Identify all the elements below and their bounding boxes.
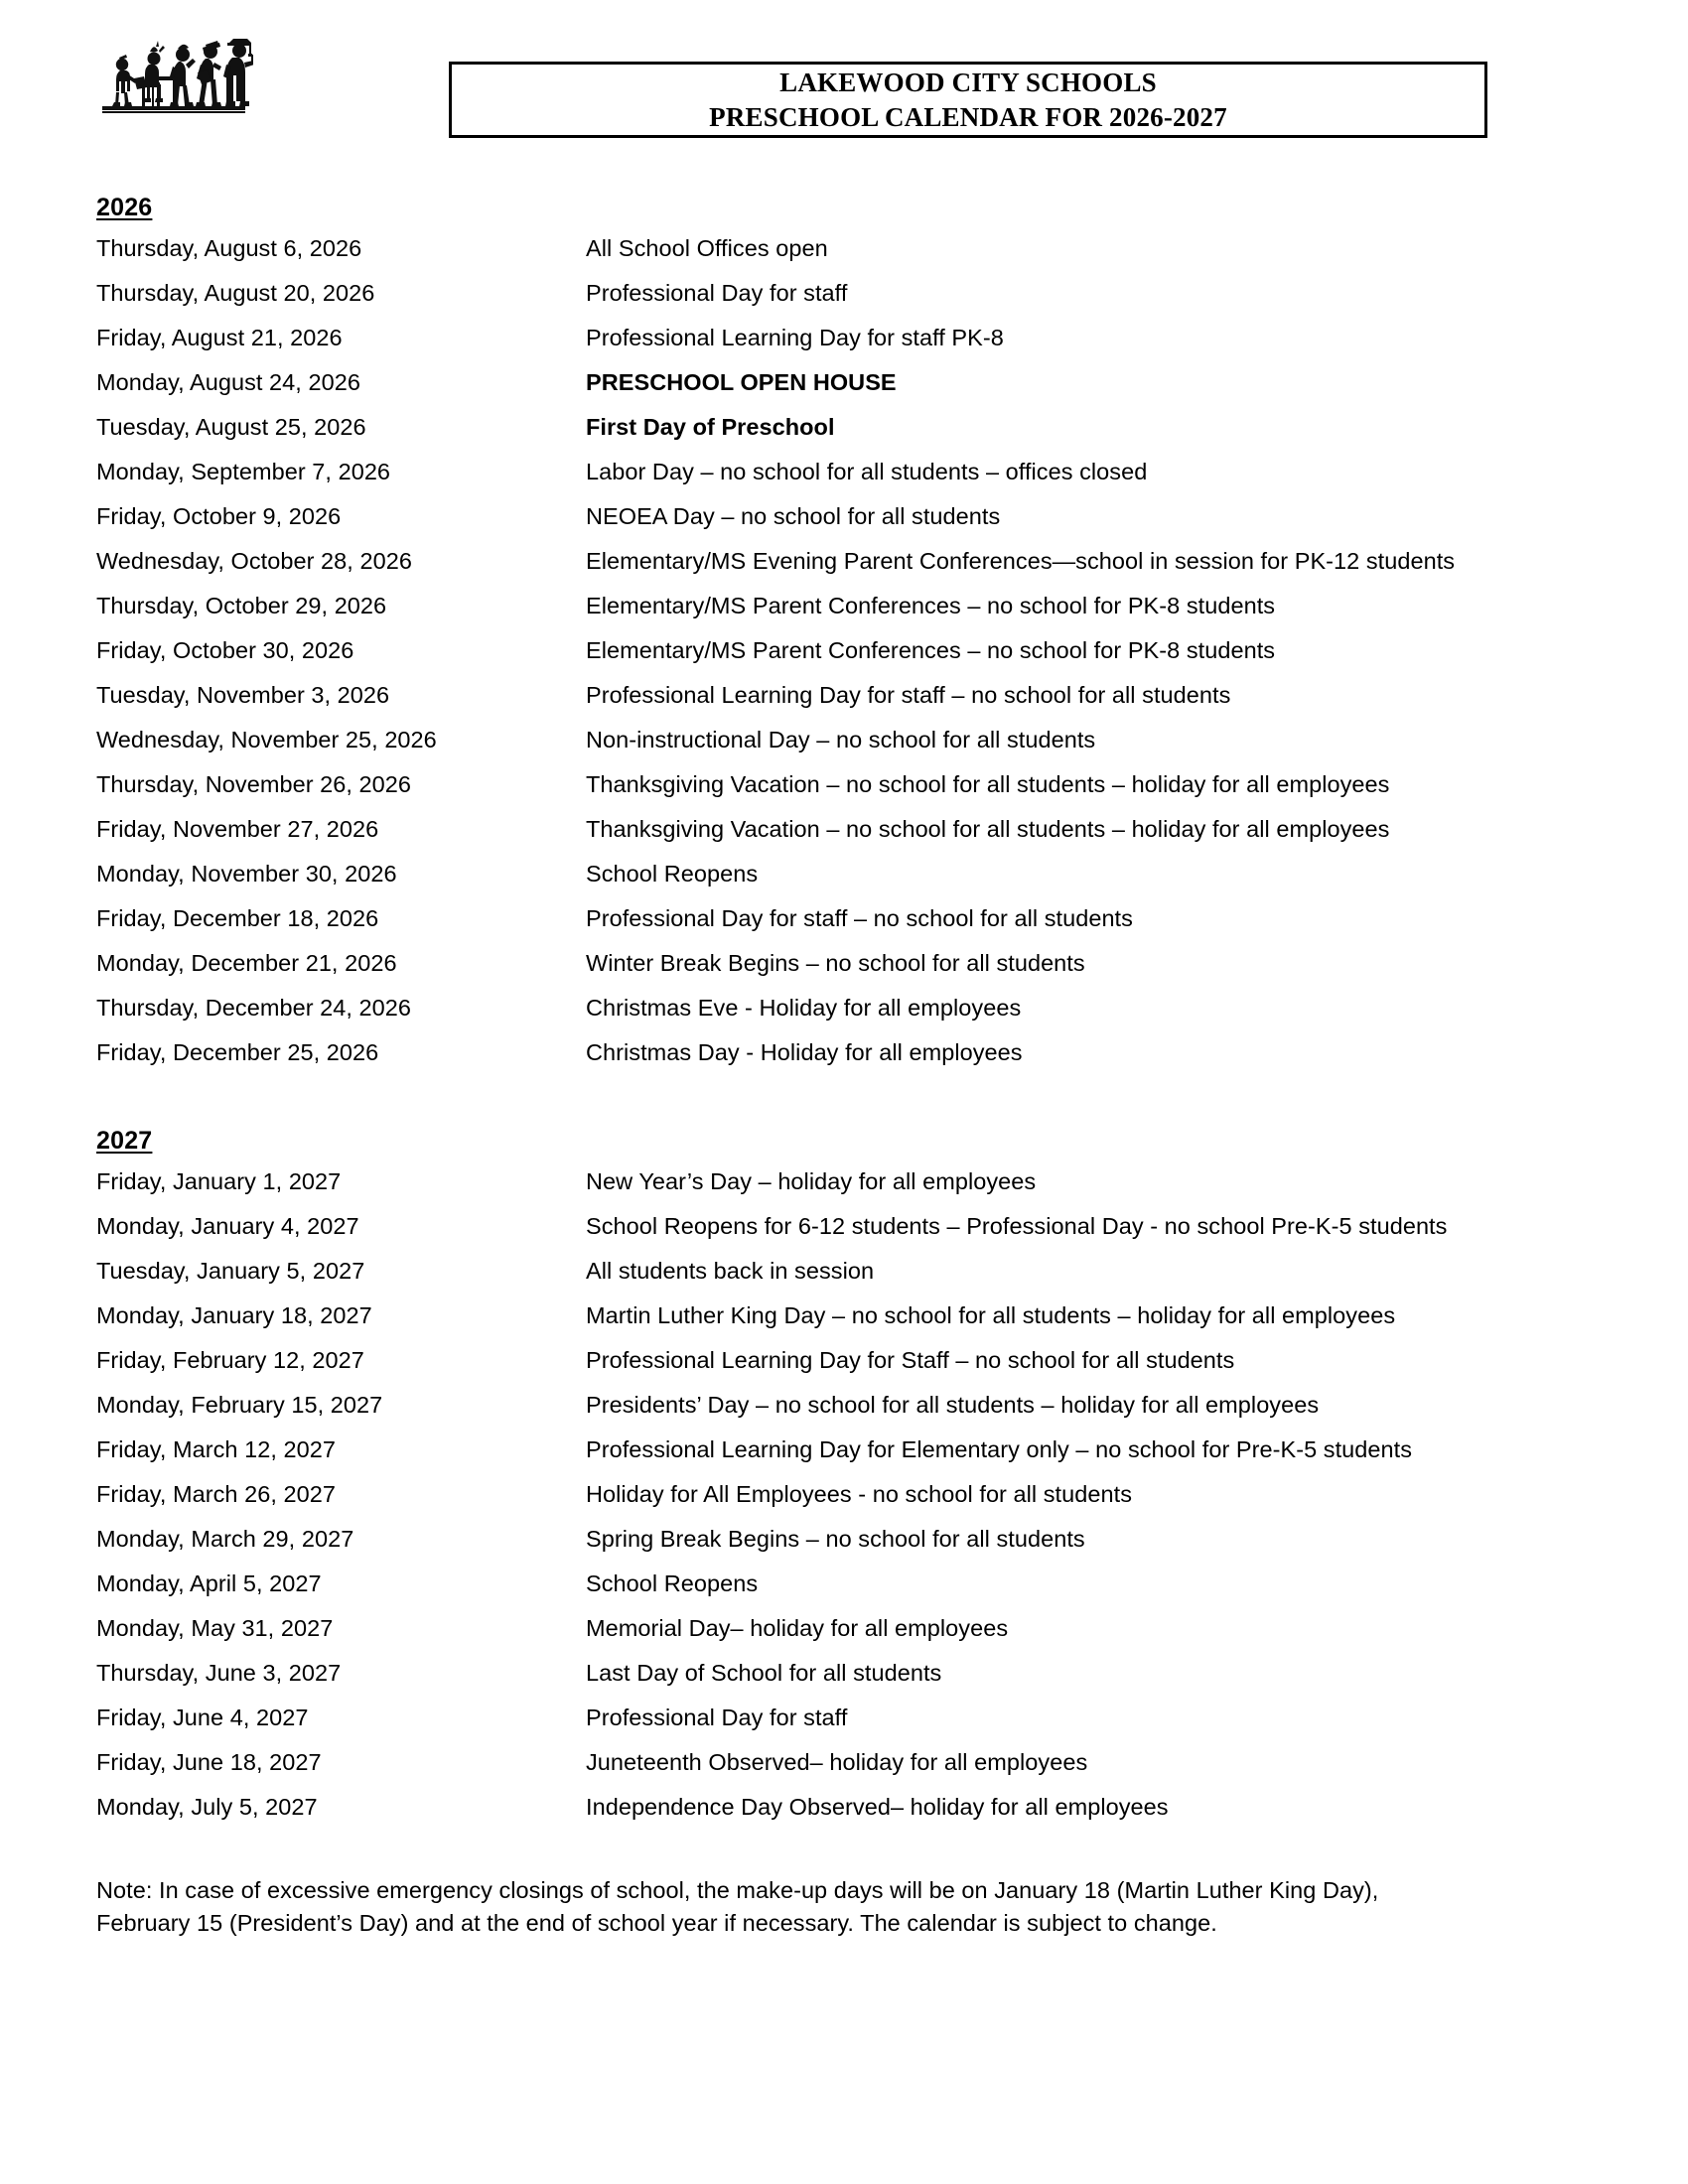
entry-date: Monday, May 31, 2027: [96, 1615, 334, 1641]
entry-description: Christmas Eve - Holiday for all employees: [586, 995, 1022, 1021]
title-box: [449, 62, 1487, 138]
calendar-entry: [96, 360, 1606, 405]
entry-description: Independence Day Observed– holiday for all employees: [586, 1794, 1169, 1820]
calendar-entry: [96, 852, 1606, 896]
calendar-entry: [96, 1204, 1606, 1249]
calendar-entry: [96, 1472, 1606, 1517]
title-line-district: LAKEWOOD CITY SCHOOLS: [779, 67, 1157, 97]
calendar-entry: [96, 539, 1606, 584]
calendar-entry: [96, 896, 1606, 941]
students-silhouette-logo-icon: [94, 25, 253, 119]
entry-date: Wednesday, October 28, 2026: [96, 548, 412, 574]
entry-date: Friday, March 26, 2027: [96, 1481, 336, 1507]
entry-date: Friday, November 27, 2026: [96, 816, 379, 842]
entry-date: Friday, February 12, 2027: [96, 1347, 364, 1373]
entry-description: School Reopens: [586, 1570, 759, 1596]
entry-description: New Year’s Day – holiday for all employees: [586, 1168, 1037, 1194]
entry-description: Memorial Day– holiday for all employees: [586, 1615, 1009, 1641]
entry-description: Labor Day – no school for all students – offices closed: [586, 459, 1148, 484]
entry-date: Friday, December 25, 2026: [96, 1039, 379, 1065]
calendar-entry: [96, 1383, 1606, 1428]
calendar-entry: [96, 1030, 1606, 1075]
entry-date: Friday, October 30, 2026: [96, 637, 354, 663]
calendar-entry: [96, 584, 1606, 628]
entry-description: Professional Learning Day for staff – no school for all students: [586, 682, 1231, 708]
entry-description: Thanksgiving Vacation – no school for all students – holiday for all employees: [586, 816, 1390, 842]
entry-description: Holiday for All Employees - no school for all students: [586, 1481, 1132, 1507]
entry-description: Winter Break Begins – no school for all students: [586, 950, 1085, 976]
entry-date: Friday, October 9, 2026: [96, 503, 342, 529]
entry-description: Elementary/MS Parent Conferences – no school for PK-8 students: [586, 637, 1276, 663]
calendar-entry: [96, 1696, 1606, 1740]
entry-date: Thursday, December 24, 2026: [96, 995, 412, 1021]
entry-date: Tuesday, January 5, 2027: [96, 1258, 365, 1284]
entry-description: Martin Luther King Day – no school for all students – holiday for all employees: [586, 1302, 1396, 1328]
entry-date: Thursday, August 20, 2026: [96, 280, 375, 306]
calendar-entry: [96, 1651, 1606, 1696]
note-line-2: February 15 (President’s Day) and at the end of school year if necessary. The calendar is subject to change.: [96, 1910, 1217, 1937]
calendar-entry: [96, 628, 1606, 673]
entry-description: Christmas Day - Holiday for all employees: [586, 1039, 1023, 1065]
entry-description: PRESCHOOL OPEN HOUSE: [586, 369, 897, 395]
entry-description: Juneteenth Observed– holiday for all employees: [586, 1749, 1088, 1775]
entry-date: Tuesday, November 3, 2026: [96, 682, 390, 708]
calendar-entry: [96, 316, 1606, 360]
entry-date: Friday, August 21, 2026: [96, 325, 343, 350]
calendar-entry: [96, 450, 1606, 494]
entry-date: Thursday, October 29, 2026: [96, 593, 387, 618]
entry-description: Thanksgiving Vacation – no school for all students – holiday for all employees: [586, 771, 1390, 797]
entry-description: Professional Day for staff – no school for all students: [586, 905, 1133, 931]
entry-date: Friday, June 4, 2027: [96, 1705, 309, 1730]
calendar-entry: [96, 1517, 1606, 1562]
entry-description: All School Offices open: [586, 235, 828, 261]
entry-description: Non-instructional Day – no school for all students: [586, 727, 1096, 752]
title-line-calendar: PRESCHOOL CALENDAR FOR 2026-2027: [709, 101, 1227, 132]
entry-date: Monday, September 7, 2026: [96, 459, 391, 484]
year-heading-2027: 2027: [96, 1127, 153, 1155]
calendar-entry: [96, 494, 1606, 539]
calendar-entry: [96, 1160, 1606, 1204]
calendar-entry: [96, 762, 1606, 807]
entry-description: Last Day of School for all students: [586, 1660, 942, 1686]
entry-date: Friday, January 1, 2027: [96, 1168, 342, 1194]
footer-note: [96, 1874, 1442, 1941]
note-line-1: Note: In case of excessive emergency closings of school, the make-up days will be on January 18 (Martin Luther King Day),: [96, 1877, 1379, 1903]
entry-description: Professional Learning Day for staff PK-8: [586, 325, 1004, 350]
calendar-entry: [96, 1294, 1606, 1338]
calendar-entry: [96, 1562, 1606, 1606]
calendar-entry: [96, 405, 1606, 450]
year-heading-2026: 2026: [96, 194, 153, 221]
calendar-entry: [96, 673, 1606, 718]
calendar-entry: [96, 718, 1606, 762]
entry-date: Friday, December 18, 2026: [96, 905, 379, 931]
document-header: [0, 0, 1688, 159]
calendar-content: [96, 194, 1606, 1941]
entry-description: Presidents’ Day – no school for all students – holiday for all employees: [586, 1392, 1320, 1418]
calendar-entry: [96, 986, 1606, 1030]
entry-description: NEOEA Day – no school for all students: [586, 503, 1001, 529]
entry-description: Professional Day for staff: [586, 280, 848, 306]
entry-date: Monday, July 5, 2027: [96, 1794, 318, 1820]
entry-description: School Reopens for 6-12 students – Professional Day - no school Pre-K-5 students: [586, 1213, 1448, 1239]
entry-description: Professional Learning Day for Staff – no school for all students: [586, 1347, 1235, 1373]
entry-description: All students back in session: [586, 1258, 875, 1284]
entry-date: Friday, March 12, 2027: [96, 1436, 336, 1462]
section-spacer: [96, 1075, 1606, 1127]
entry-description: Elementary/MS Evening Parent Conferences—school in session for PK-12 students: [586, 548, 1456, 574]
calendar-entry: [96, 1249, 1606, 1294]
entry-description: School Reopens: [586, 861, 759, 887]
entry-date: Monday, April 5, 2027: [96, 1570, 322, 1596]
calendar-entry: [96, 1785, 1606, 1830]
entry-description: First Day of Preschool: [586, 414, 835, 440]
entry-date: Tuesday, August 25, 2026: [96, 414, 366, 440]
section-2026: [96, 194, 1606, 1075]
entry-description: Elementary/MS Parent Conferences – no school for PK-8 students: [586, 593, 1276, 618]
entry-date: Monday, January 4, 2027: [96, 1213, 359, 1239]
entry-list-2027: [96, 1160, 1606, 1830]
section-2027: [96, 1127, 1606, 1830]
calendar-entry: [96, 941, 1606, 986]
entry-description: Spring Break Begins – no school for all students: [586, 1526, 1085, 1552]
entry-date: Thursday, June 3, 2027: [96, 1660, 342, 1686]
calendar-entry: [96, 807, 1606, 852]
entry-date: Wednesday, November 25, 2026: [96, 727, 437, 752]
entry-date: Friday, June 18, 2027: [96, 1749, 322, 1775]
calendar-entry: [96, 1428, 1606, 1472]
entry-date: Monday, March 29, 2027: [96, 1526, 354, 1552]
entry-description: Professional Day for staff: [586, 1705, 848, 1730]
entry-list-2026: [96, 226, 1606, 1075]
calendar-entry: [96, 1606, 1606, 1651]
entry-description: Professional Learning Day for Elementary only – no school for Pre-K-5 students: [586, 1436, 1413, 1462]
entry-date: Thursday, August 6, 2026: [96, 235, 362, 261]
calendar-entry: [96, 1740, 1606, 1785]
entry-date: Thursday, November 26, 2026: [96, 771, 412, 797]
entry-date: Monday, August 24, 2026: [96, 369, 360, 395]
calendar-entry: [96, 226, 1606, 271]
entry-date: Monday, December 21, 2026: [96, 950, 397, 976]
entry-date: Monday, January 18, 2027: [96, 1302, 372, 1328]
entry-date: Monday, November 30, 2026: [96, 861, 397, 887]
entry-date: Monday, February 15, 2027: [96, 1392, 383, 1418]
calendar-entry: [96, 271, 1606, 316]
calendar-entry: [96, 1338, 1606, 1383]
